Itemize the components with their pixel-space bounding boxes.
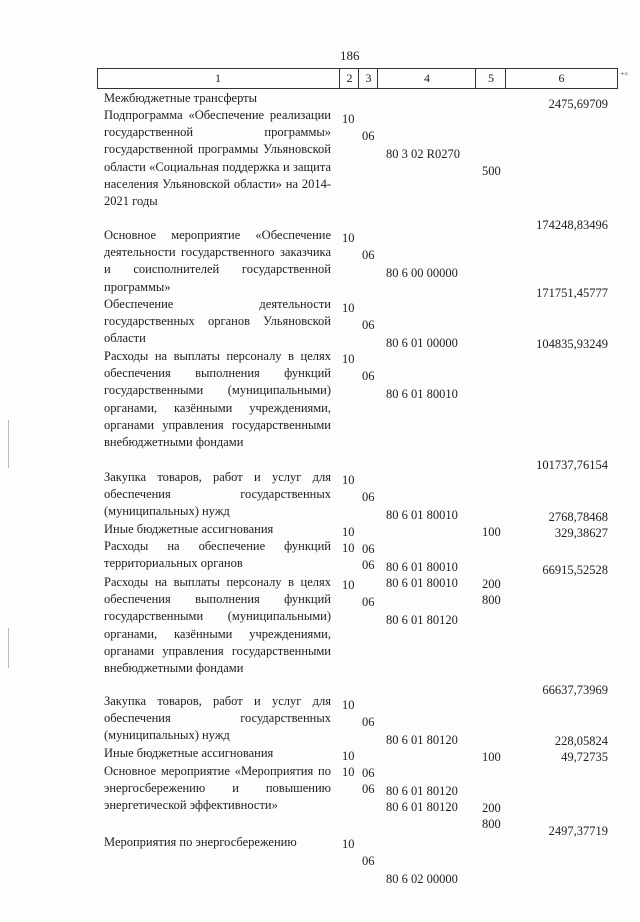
- row-codes: [342, 94, 501, 197]
- table-header: [97, 68, 617, 88]
- row-amount: 49,72735: [561, 750, 608, 764]
- header-col-3: 3: [358, 68, 378, 88]
- row-name: Основное мероприятие «Мероприятия по энергосбережению и повышению энергетической эффективности»: [104, 764, 331, 813]
- code-subsection: 06: [362, 129, 375, 144]
- code-expense-type: 100: [482, 749, 501, 764]
- code-target-item: 80 6 01 80120: [386, 732, 458, 747]
- row-amount: 2475,69709: [548, 97, 608, 111]
- margin-mark: ⁺⁶: [620, 70, 628, 80]
- code-expense-type: 200: [482, 576, 501, 591]
- header-col-1: 1: [215, 71, 221, 85]
- code-subsection: 06: [362, 490, 375, 505]
- code-expense-type: 800: [482, 592, 501, 607]
- row-amount: 66915,52528: [542, 563, 608, 577]
- code-subsection: 06: [362, 248, 375, 263]
- code-subsection: 06: [362, 782, 375, 797]
- row-name: Закупка товаров, работ и услуг для обеспечения государственных (муниципальных) нужд: [104, 470, 331, 519]
- code-section: 10: [342, 301, 355, 316]
- header-col-2: 2: [339, 68, 359, 88]
- row-amount: 228,05824: [554, 734, 608, 748]
- code-subsection: 06: [362, 369, 375, 384]
- code-expense-type: 800: [482, 816, 501, 831]
- row-name: Мероприятия по энергосбережению: [104, 835, 297, 849]
- row-name: Обеспечение деятельности государственных органов Ульяновской области: [104, 297, 331, 346]
- scan-mark: [8, 628, 9, 668]
- code-section: 10: [342, 578, 355, 593]
- code-subsection: 06: [362, 766, 375, 781]
- code-subsection: 06: [362, 595, 375, 610]
- code-expense-type: 200: [482, 800, 501, 815]
- code-section: 10: [342, 765, 355, 780]
- code-target-item: 80 3 02 R0270: [386, 146, 460, 161]
- code-target-item: 80 6 01 80010: [386, 386, 458, 401]
- header-col-5: 5: [475, 68, 506, 88]
- code-target-item: 80 6 01 80120: [386, 612, 458, 627]
- row-amount: 2497,37719: [548, 824, 608, 838]
- code-subsection: 06: [362, 715, 375, 730]
- header-col-4: 4: [377, 68, 476, 88]
- row-name: Расходы на выплаты персоналу в целях обеспечения выполнения функций государственными (муниципальными) органами, казёнными учреждениями, органами управления государственными внебюджетными фондами: [104, 575, 331, 676]
- row-name: Подпрограмма «Обеспечение реализации государственной программы» государственной программы Ульяновской области «Социальная поддержка и защита населения Ульяновской области» на 2014-2021 годы: [104, 108, 331, 209]
- scan-mark: [8, 420, 9, 468]
- code-target-item: 80 6 01 80010: [386, 507, 458, 522]
- page-number: 186: [340, 48, 360, 63]
- row-name: Закупка товаров, работ и услуг для обеспечения государственных (муниципальных) нужд: [104, 694, 331, 743]
- row-amount: 104835,93249: [536, 337, 608, 351]
- row-amount: 101737,76154: [536, 458, 608, 472]
- row-name: Расходы на выплаты персоналу в целях обеспечения выполнения функций государственными (муниципальными) органами, казёнными учреждениями, органами управления государственными внебюджетными фондами: [104, 349, 331, 450]
- code-expense-type: 500: [482, 163, 501, 178]
- code-expense-type: 100: [482, 524, 501, 539]
- code-target-item: 80 6 01 80010: [386, 559, 458, 574]
- row-amount: 2768,78468: [548, 510, 608, 524]
- code-target-item: 80 6 00 00000: [386, 265, 458, 280]
- row-codes: [342, 819, 458, 922]
- code-target-item: 80 6 01 80120: [386, 799, 458, 814]
- code-subsection: 06: [362, 318, 375, 333]
- code-target-item: 80 6 01 00000: [386, 335, 458, 350]
- header-col-6: 6: [505, 68, 617, 88]
- code-section: 10: [342, 525, 355, 540]
- code-target-item: 80 6 01 80120: [386, 783, 458, 798]
- code-subsection: 06: [362, 542, 375, 557]
- code-target-item: 80 6 01 80010: [386, 575, 458, 590]
- row-name: Иные бюджетные ассигнования: [104, 746, 274, 760]
- row-amount: 171751,45777: [536, 286, 608, 300]
- code-subsection: 06: [362, 558, 375, 573]
- row-name: Иные бюджетные ассигнования: [104, 522, 274, 536]
- row-amount: 66637,73969: [542, 683, 608, 697]
- row-name: Основное мероприятие «Обеспечение деятельности государственного заказчика и соисполнителей государственной программы»: [104, 228, 331, 294]
- code-section: 10: [342, 837, 355, 852]
- row-amount: 174248,83496: [536, 218, 608, 232]
- row-amount: 329,38627: [554, 526, 608, 540]
- code-subsection: 06: [362, 854, 375, 869]
- code-target-item: 80 6 02 00000: [386, 871, 458, 886]
- row-name: Межбюджетные трансферты: [104, 91, 258, 105]
- code-section: 10: [342, 541, 355, 556]
- code-section: 10: [342, 112, 355, 127]
- code-section: 10: [342, 473, 355, 488]
- row-name: Расходы на обеспечение функций территориальных органов: [104, 539, 331, 571]
- code-section: 10: [342, 698, 355, 713]
- code-section: 10: [342, 749, 355, 764]
- code-section: 10: [342, 231, 355, 246]
- code-section: 10: [342, 352, 355, 367]
